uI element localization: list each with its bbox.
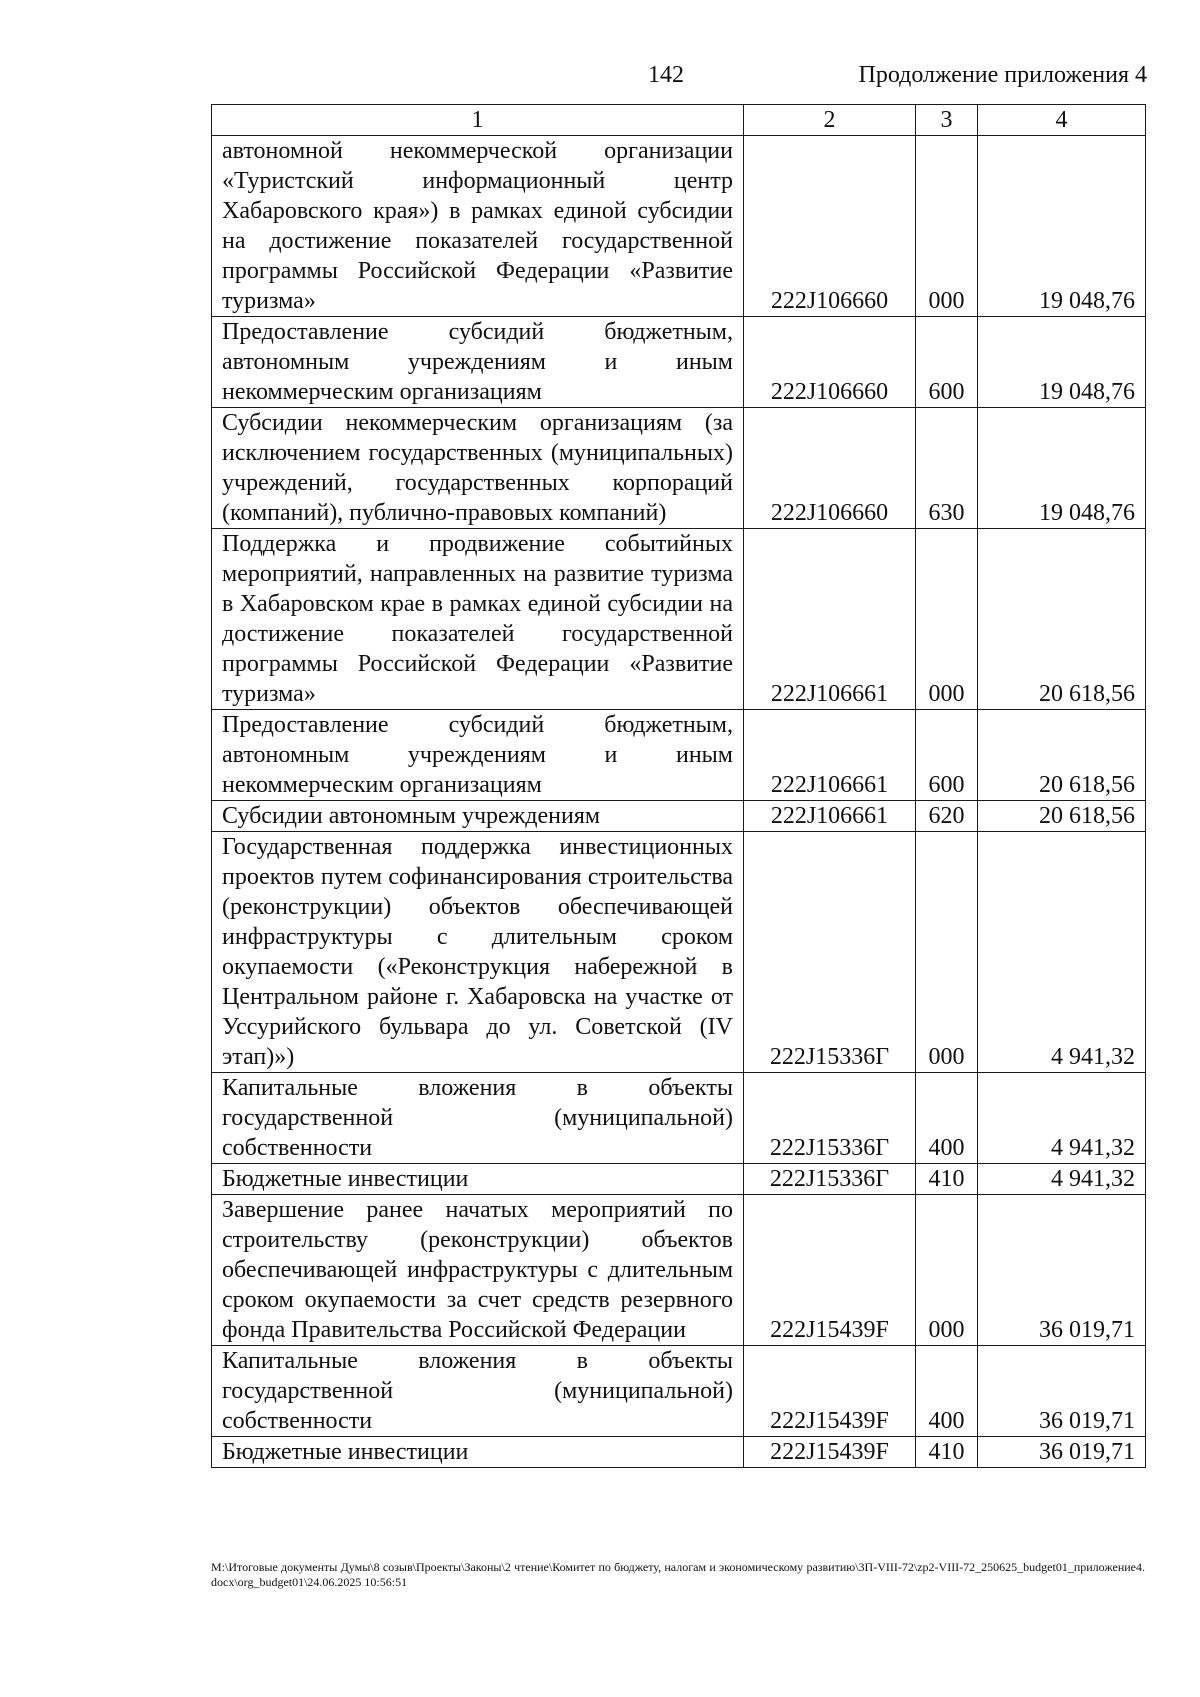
row-description: Предоставление субсидий бюджетным, автономным учреждениям и иным некоммерческим организациям — [212, 710, 744, 801]
row-amount: 19 048,76 — [978, 408, 1146, 529]
row-type: 410 — [916, 1437, 978, 1468]
row-code: 222J106660 — [744, 136, 916, 317]
table-row — [212, 1346, 1146, 1437]
row-description: Субсидии автономным учреждениям — [212, 801, 744, 832]
row-code: 222J106661 — [744, 801, 916, 832]
row-amount: 4 941,32 — [978, 1073, 1146, 1164]
table-row — [212, 710, 1146, 801]
table-row — [212, 1073, 1146, 1164]
row-type: 600 — [916, 710, 978, 801]
row-amount: 4 941,32 — [978, 1164, 1146, 1195]
table-row — [212, 1195, 1146, 1346]
page-number: 142 — [648, 62, 684, 88]
row-type: 000 — [916, 1195, 978, 1346]
row-code: 222J106660 — [744, 317, 916, 408]
column-header-2: 2 — [744, 105, 916, 136]
row-description: Капитальные вложения в объекты государственной (муниципальной) собственности — [212, 1346, 744, 1437]
budget-table — [211, 104, 1146, 1468]
column-header-3: 3 — [916, 105, 978, 136]
row-description: автономной некоммерческой организации «Туристский информационный центр Хабаровского края») в рамках единой субсидии на достижение показателей государственной программы Российской Федерации «Развитие туризма» — [212, 136, 744, 317]
table-header-row — [212, 105, 1146, 136]
row-description: Поддержка и продвижение событийных мероприятий, направленных на развитие туризма в Хабаровском крае в рамках единой субсидии на достижение показателей государственной программы Российской Федерации «Развитие туризма» — [212, 529, 744, 710]
column-header-1: 1 — [212, 105, 744, 136]
row-type: 410 — [916, 1164, 978, 1195]
row-code: 222J15439F — [744, 1437, 916, 1468]
table-row — [212, 1164, 1146, 1195]
table-row — [212, 801, 1146, 832]
row-amount: 19 048,76 — [978, 317, 1146, 408]
row-amount: 36 019,71 — [978, 1437, 1146, 1468]
row-type: 000 — [916, 529, 978, 710]
row-amount: 20 618,56 — [978, 801, 1146, 832]
document-path-footer: М:\Итоговые документы Думы\8 созыв\Проекты\Законы\2 чтение\Комитет по бюджету, налогам и экономическому развитию\3П-VIII-72\zp2-VIII-72_250625_budget01_приложение4.docx\org_budget01\24.06.2025 10:56:51 — [211, 1560, 1145, 1589]
row-type: 000 — [916, 136, 978, 317]
row-code: 222J15336Г — [744, 1073, 916, 1164]
row-code: 222J106661 — [744, 710, 916, 801]
table-row — [212, 408, 1146, 529]
row-type: 620 — [916, 801, 978, 832]
row-type: 400 — [916, 1073, 978, 1164]
row-type: 400 — [916, 1346, 978, 1437]
row-amount: 4 941,32 — [978, 832, 1146, 1073]
table-row — [212, 529, 1146, 710]
row-type: 600 — [916, 317, 978, 408]
row-amount: 36 019,71 — [978, 1195, 1146, 1346]
row-type: 630 — [916, 408, 978, 529]
row-amount: 19 048,76 — [978, 136, 1146, 317]
row-description: Бюджетные инвестиции — [212, 1437, 744, 1468]
row-amount: 20 618,56 — [978, 529, 1146, 710]
row-description: Предоставление субсидий бюджетным, автономным учреждениям и иным некоммерческим организациям — [212, 317, 744, 408]
row-description: Капитальные вложения в объекты государственной (муниципальной) собственности — [212, 1073, 744, 1164]
row-description: Бюджетные инвестиции — [212, 1164, 744, 1195]
continuation-label: Продолжение приложения 4 — [858, 62, 1147, 88]
row-code: 222J15439F — [744, 1346, 916, 1437]
column-header-4: 4 — [978, 105, 1146, 136]
row-description: Субсидии некоммерческим организациям (за исключением государственных (муниципальных) учреждений, государственных корпораций (компаний), публично-правовых компаний) — [212, 408, 744, 529]
row-code: 222J15336Г — [744, 1164, 916, 1195]
row-code: 222J106660 — [744, 408, 916, 529]
table-row — [212, 317, 1146, 408]
table-row — [212, 1437, 1146, 1468]
row-code: 222J106661 — [744, 529, 916, 710]
table-row — [212, 136, 1146, 317]
row-amount: 20 618,56 — [978, 710, 1146, 801]
table-row — [212, 832, 1146, 1073]
row-description: Государственная поддержка инвестиционных проектов путем софинансирования строительства (реконструкции) объектов обеспечивающей инфраструктуры с длительным сроком окупаемости («Реконструкция набережной в Центральном районе г. Хабаровска на участке от Уссурийского бульвара до ул. Советской (IV этап)») — [212, 832, 744, 1073]
row-amount: 36 019,71 — [978, 1346, 1146, 1437]
row-code: 222J15439F — [744, 1195, 916, 1346]
row-description: Завершение ранее начатых мероприятий по строительству (реконструкции) объектов обеспечивающей инфраструктуры с длительным сроком окупаемости за счет средств резервного фонда Правительства Российской Федерации — [212, 1195, 744, 1346]
row-code: 222J15336Г — [744, 832, 916, 1073]
row-type: 000 — [916, 832, 978, 1073]
